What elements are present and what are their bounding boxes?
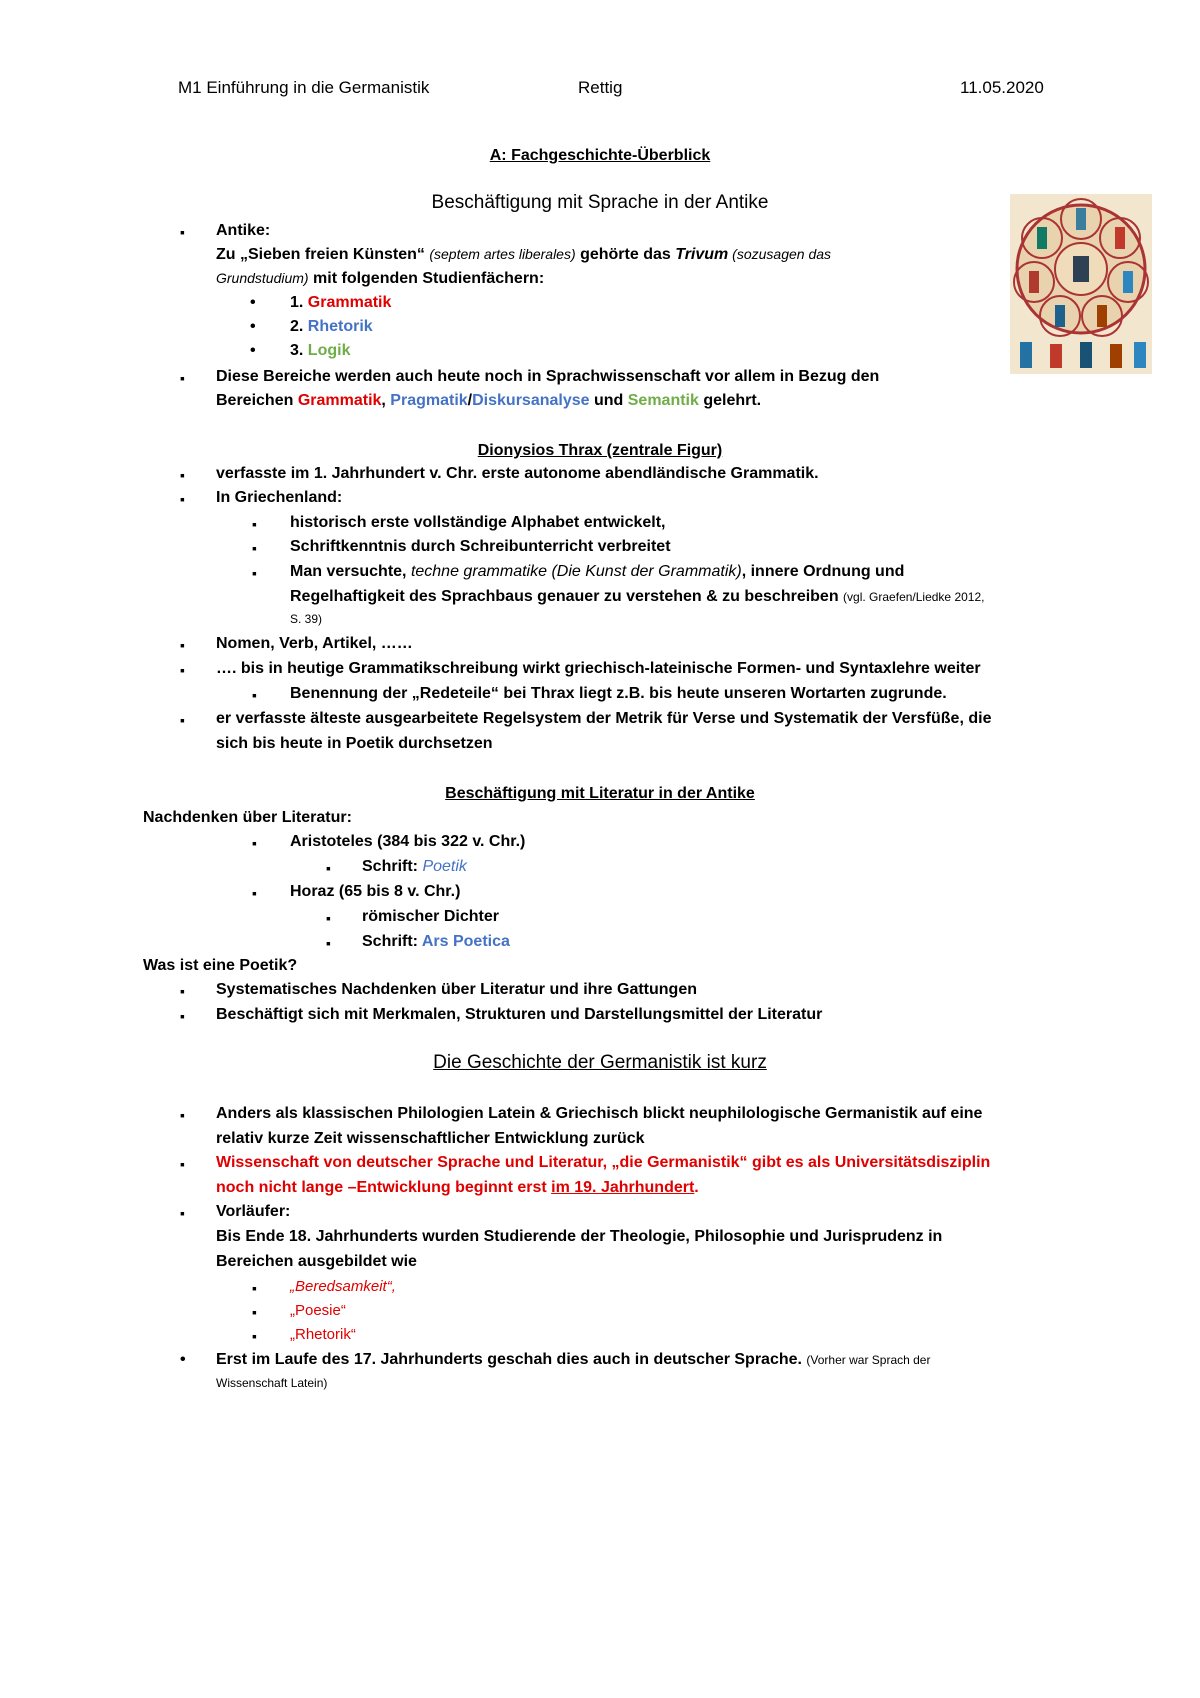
aristoteles: Aristoteles (384 bis 322 v. Chr.) (290, 833, 526, 850)
germ-b4-note2: Wissenschaft Latein) (216, 1376, 328, 1390)
thrax-s3-line2: Regelhaftigkeit des Sprachbaus genauer zu verstehen & zu beschreiben (vgl. Graefen/Liedke 2012, (290, 588, 985, 605)
header-date: 11.05.2020 (960, 78, 1044, 97)
germ-b1-l1: Anders als klassischen Philologien Latein & Griechisch blickt neuphilologische Germanistik auf eine (216, 1105, 983, 1122)
section3-heading: Beschäftigung mit Literatur in der Antike (445, 785, 755, 802)
thrax-s1: historisch erste vollständige Alphabet entwickelt, (290, 514, 666, 531)
bullet: ▪ (180, 224, 185, 240)
poetik-q1: Systematisches Nachdenken über Literatur und ihre Gattungen (216, 981, 697, 998)
thrax-b5-l2: sich bis heute in Poetik durchsetzen (216, 735, 493, 752)
bullet: ▪ (180, 370, 185, 386)
thrax-b2: In Griechenland: (216, 489, 343, 506)
germ-b3-l3: Bereichen ausgebildet wie (216, 1253, 417, 1270)
thrax-s3-cite2: S. 39) (290, 612, 323, 626)
thrax-b5-l1: er verfasste älteste ausgearbeitete Regelsystem der Metrik für Verse und Systematik der Versfüße, die (216, 710, 992, 727)
antike-label: Antike: (216, 222, 271, 239)
section1-heading: Beschäftigung mit Sprache in der Antike (431, 192, 769, 213)
subject-logik: 3. Logik (290, 342, 351, 359)
thrax-s3: Man versuchte, techne grammatike (Die Kunst der Grammatik), innere Ordnung und (290, 563, 905, 580)
thrax-s4: Benennung der „Redeteile“ bei Thrax liegt z.B. bis heute unseren Wortarten zugrunde. (290, 685, 947, 702)
section4-heading: Die Geschichte der Germanistik ist kurz (433, 1052, 767, 1073)
thrax-b3: Nomen, Verb, Artikel, …… (216, 635, 413, 652)
subject-rhetorik: 2. Rhetorik (290, 318, 373, 335)
horaz-schrift: Schrift: Ars Poetica (362, 933, 510, 950)
germ-s2: „Poesie“ (290, 1302, 346, 1319)
thrax-b4: …. bis in heutige Grammatikschreibung wirkt griechisch-lateinische Formen- und Syntaxlehre weiter (216, 660, 981, 677)
germ-b3: Vorläufer: (216, 1203, 291, 1220)
horaz: Horaz (65 bis 8 v. Chr.) (290, 883, 461, 900)
germ-b2-l2: noch nicht lange –Entwicklung beginnt erst im 19. Jahrhundert. (216, 1179, 699, 1196)
antike-line-2: Grundstudium) mit folgenden Studienfächern: (216, 270, 545, 287)
germ-b2-l1: Wissenschaft von deutscher Sprache und Literatur, „die Germanistik“ gibt es als Universitätsdisziplin (216, 1154, 991, 1171)
header-course: M1 Einführung in die Germanistik (178, 78, 430, 97)
horaz-dichter: römischer Dichter (362, 908, 499, 925)
bereiche-line-2: Bereichen Grammatik, Pragmatik/Diskursanalyse und Semantik gelehrt. (216, 392, 762, 409)
aristoteles-schrift: Schrift: Poetik (362, 858, 467, 875)
germ-b3-l2: Bis Ende 18. Jahrhunderts wurden Studierende der Theologie, Philosophie und Jurisprudenz in (216, 1228, 943, 1245)
subject-grammatik: 1. Grammatik (290, 294, 392, 311)
septem-artes-image (1010, 194, 1152, 374)
poetik-question: Was ist eine Poetik? (143, 957, 298, 974)
bereiche-line-1: Diese Bereiche werden auch heute noch in Sprachwissenschaft vor allem in Bezug den (216, 368, 880, 385)
thrax-s2: Schriftkenntnis durch Schreibunterricht verbreitet (290, 538, 671, 555)
antike-line-1: Zu „Sieben freien Künsten“ (septem artes liberales) gehörte das Trivum (sozusagen das (216, 246, 832, 263)
germ-s3: „Rhetorik“ (290, 1326, 356, 1343)
lit-intro: Nachdenken über Literatur: (143, 809, 352, 826)
germ-s1: „Beredsamkeit“, (290, 1278, 396, 1295)
header-author: Rettig (578, 78, 623, 97)
poetik-q2: Beschäftigt sich mit Merkmalen, Strukturen und Darstellungsmittel der Literatur (216, 1006, 823, 1023)
thrax-b1: verfasste im 1. Jahrhundert v. Chr. erste autonome abendländische Grammatik. (216, 465, 819, 482)
section2-heading: Dionysios Thrax (zentrale Figur) (477, 442, 723, 459)
germ-b1-l2: relativ kurze Zeit wissenschaftlicher Entwicklung zurück (216, 1130, 645, 1147)
page-title: A: Fachgeschichte-Überblick (489, 147, 711, 164)
germ-b4: Erst im Laufe des 17. Jahrhunderts geschah dies auch in deutscher Sprache. (Vorher war Sprach der (216, 1351, 931, 1368)
